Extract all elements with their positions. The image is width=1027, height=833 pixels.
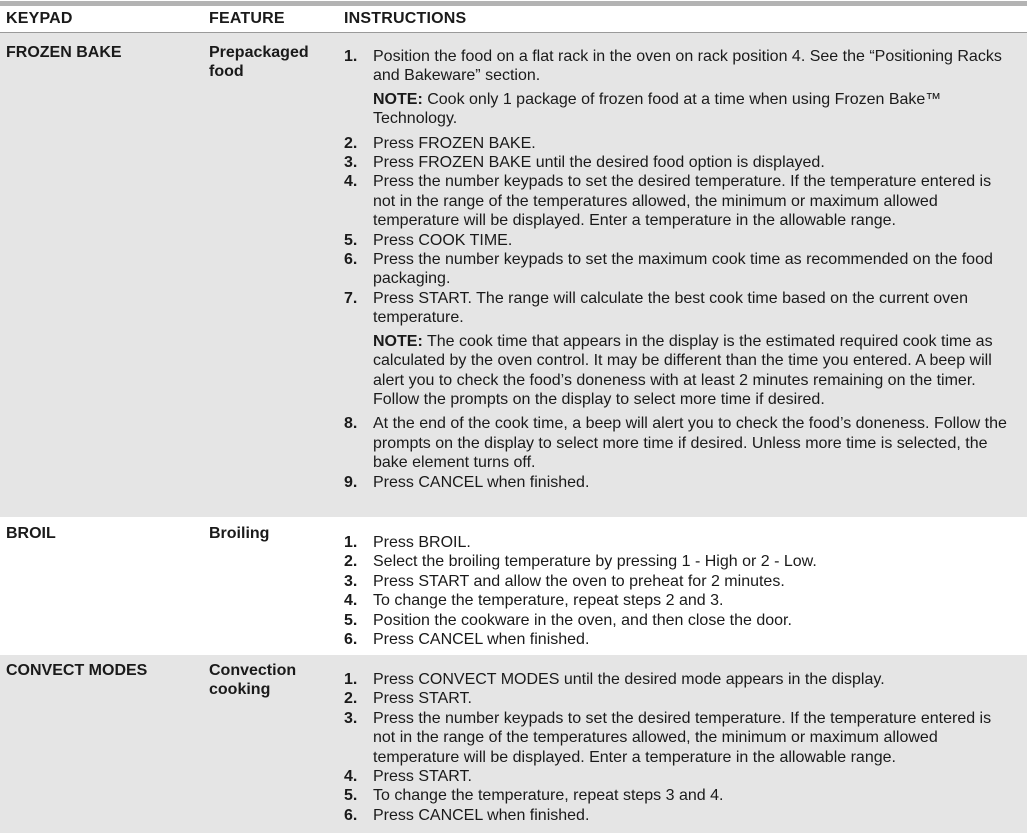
feature-cell: Prepackaged food (209, 44, 309, 80)
step-text: To change the temperature, repeat steps 2 and 3. (373, 592, 724, 610)
list-item (344, 473, 1017, 492)
list-item (344, 552, 1017, 571)
step-number: 6. (344, 806, 358, 824)
step-number: 7. (344, 289, 358, 307)
step-number: 2. (344, 553, 358, 571)
keypad-cell: CONVECT MODES (6, 662, 148, 679)
table-row-convect-modes (0, 655, 1027, 833)
step-text: Press CONVECT MODES until the desired mode appears in the display. (373, 671, 885, 688)
step-number: 3. (344, 572, 358, 590)
step-text: Press COOK TIME. (373, 231, 513, 249)
step-list (344, 533, 1017, 649)
step-list (344, 47, 1017, 492)
step-number: 2. (344, 690, 358, 708)
note-text: Cook only 1 package of frozen food at a time when using Frozen Bake™ Technology. (373, 90, 942, 128)
step-text: Press CANCEL when finished. (373, 473, 590, 491)
table-header (0, 6, 1027, 33)
step-number: 6. (344, 631, 358, 649)
table-row-frozen-bake (0, 33, 1027, 517)
step-number: 9. (344, 473, 358, 491)
step-number: 5. (344, 611, 358, 629)
list-item (344, 611, 1017, 630)
list-item (344, 250, 1017, 289)
instruction-table (0, 1, 1027, 824)
step-text: Position the cookware in the oven, and then close the door. (373, 611, 792, 629)
list-item (344, 572, 1017, 591)
list-item (344, 689, 1017, 708)
list-item (344, 231, 1017, 250)
step-number: 4. (344, 592, 358, 610)
table-row-broil (0, 518, 1027, 654)
step-text: Position the food on a flat rack in the oven on rack position 4. See the “Positioning Racks and Bakeware” section. (373, 48, 1002, 85)
step-text: Press FROZEN BAKE. (373, 134, 536, 152)
step-number: 1. (344, 671, 358, 688)
step-text: Press FROZEN BAKE until the desired food option is displayed. (373, 154, 825, 172)
step-number: 2. (344, 134, 358, 152)
step-text: At the end of the cook time, a beep will alert you to check the food’s doneness. Follow the prompts on the display to select more time if desired. Unless more time is selected, the bake element turns off. (373, 415, 1007, 472)
step-number: 1. (344, 48, 358, 65)
header-feature: FEATURE (209, 10, 285, 27)
list-item (344, 134, 1017, 153)
list-item (344, 806, 1017, 825)
step-text: Press START. The range will calculate the best cook time based on the current oven temperature. (373, 289, 968, 327)
list-item (344, 533, 1017, 552)
step-text: Select the broiling temperature by pressing 1 - High or 2 - Low. (373, 553, 817, 571)
note (373, 90, 1017, 129)
step-text: Press START and allow the oven to preheat for 2 minutes. (373, 572, 785, 590)
list-item (344, 47, 1017, 134)
list-item (344, 172, 1017, 230)
list-item (344, 709, 1017, 767)
instructions-cell (338, 524, 1027, 654)
step-text: Press CANCEL when finished. (373, 806, 590, 824)
keypad-cell: FROZEN BAKE (6, 44, 122, 61)
feature-cell: Convection cooking (209, 662, 297, 698)
list-item (344, 670, 1017, 689)
step-list (344, 670, 1017, 825)
note (373, 332, 1017, 410)
list-item (344, 289, 1017, 414)
step-text: To change the temperature, repeat steps 3 and 4. (373, 787, 724, 805)
note-label: NOTE: (373, 90, 423, 108)
instructions-cell (338, 41, 1027, 517)
note-label: NOTE: (373, 332, 423, 350)
step-number: 5. (344, 231, 358, 249)
instructions-cell (338, 661, 1027, 833)
step-number: 3. (344, 709, 358, 727)
step-text: Press the number keypads to set the desired temperature. If the temperature entered is not in the range of the temperatures allowed, the minimum or maximum allowed temperature will be displayed. Enter a temperature in the allowable range. (373, 709, 992, 766)
step-number: 3. (344, 154, 358, 172)
list-item (344, 786, 1017, 805)
list-item (344, 414, 1017, 472)
step-number: 4. (344, 768, 358, 786)
keypad-cell: BROIL (6, 525, 56, 542)
list-item (344, 591, 1017, 610)
step-number: 5. (344, 787, 358, 805)
list-item (344, 630, 1017, 649)
header-keypad: KEYPAD (6, 10, 73, 27)
step-text: Press START. (373, 768, 472, 786)
list-item (344, 153, 1017, 172)
step-number: 6. (344, 251, 358, 269)
step-number: 1. (344, 534, 358, 551)
step-text: Press CANCEL when finished. (373, 631, 590, 649)
step-text: Press START. (373, 690, 472, 708)
step-number: 8. (344, 415, 358, 433)
step-text: Press BROIL. (373, 534, 471, 551)
list-item (344, 767, 1017, 786)
step-number: 4. (344, 173, 358, 191)
step-text: Press the number keypads to set the desired temperature. If the temperature entered is not in the range of the temperatures allowed, the minimum or maximum allowed temperature will be displayed. Enter a temperature in the allowable range. (373, 173, 992, 230)
header-instructions: INSTRUCTIONS (344, 10, 467, 27)
note-text: The cook time that appears in the display is the estimated required cook time as calculated by the oven control. It may be different than the time you entered. A beep will alert you to check the food’s doneness with at least 2 minutes remaining on the timer. Follow the prompts on the display to select more time if desired. (373, 332, 993, 408)
step-text: Press the number keypads to set the maximum cook time as recommended on the food packaging. (373, 251, 993, 288)
feature-cell: Broiling (209, 525, 270, 542)
